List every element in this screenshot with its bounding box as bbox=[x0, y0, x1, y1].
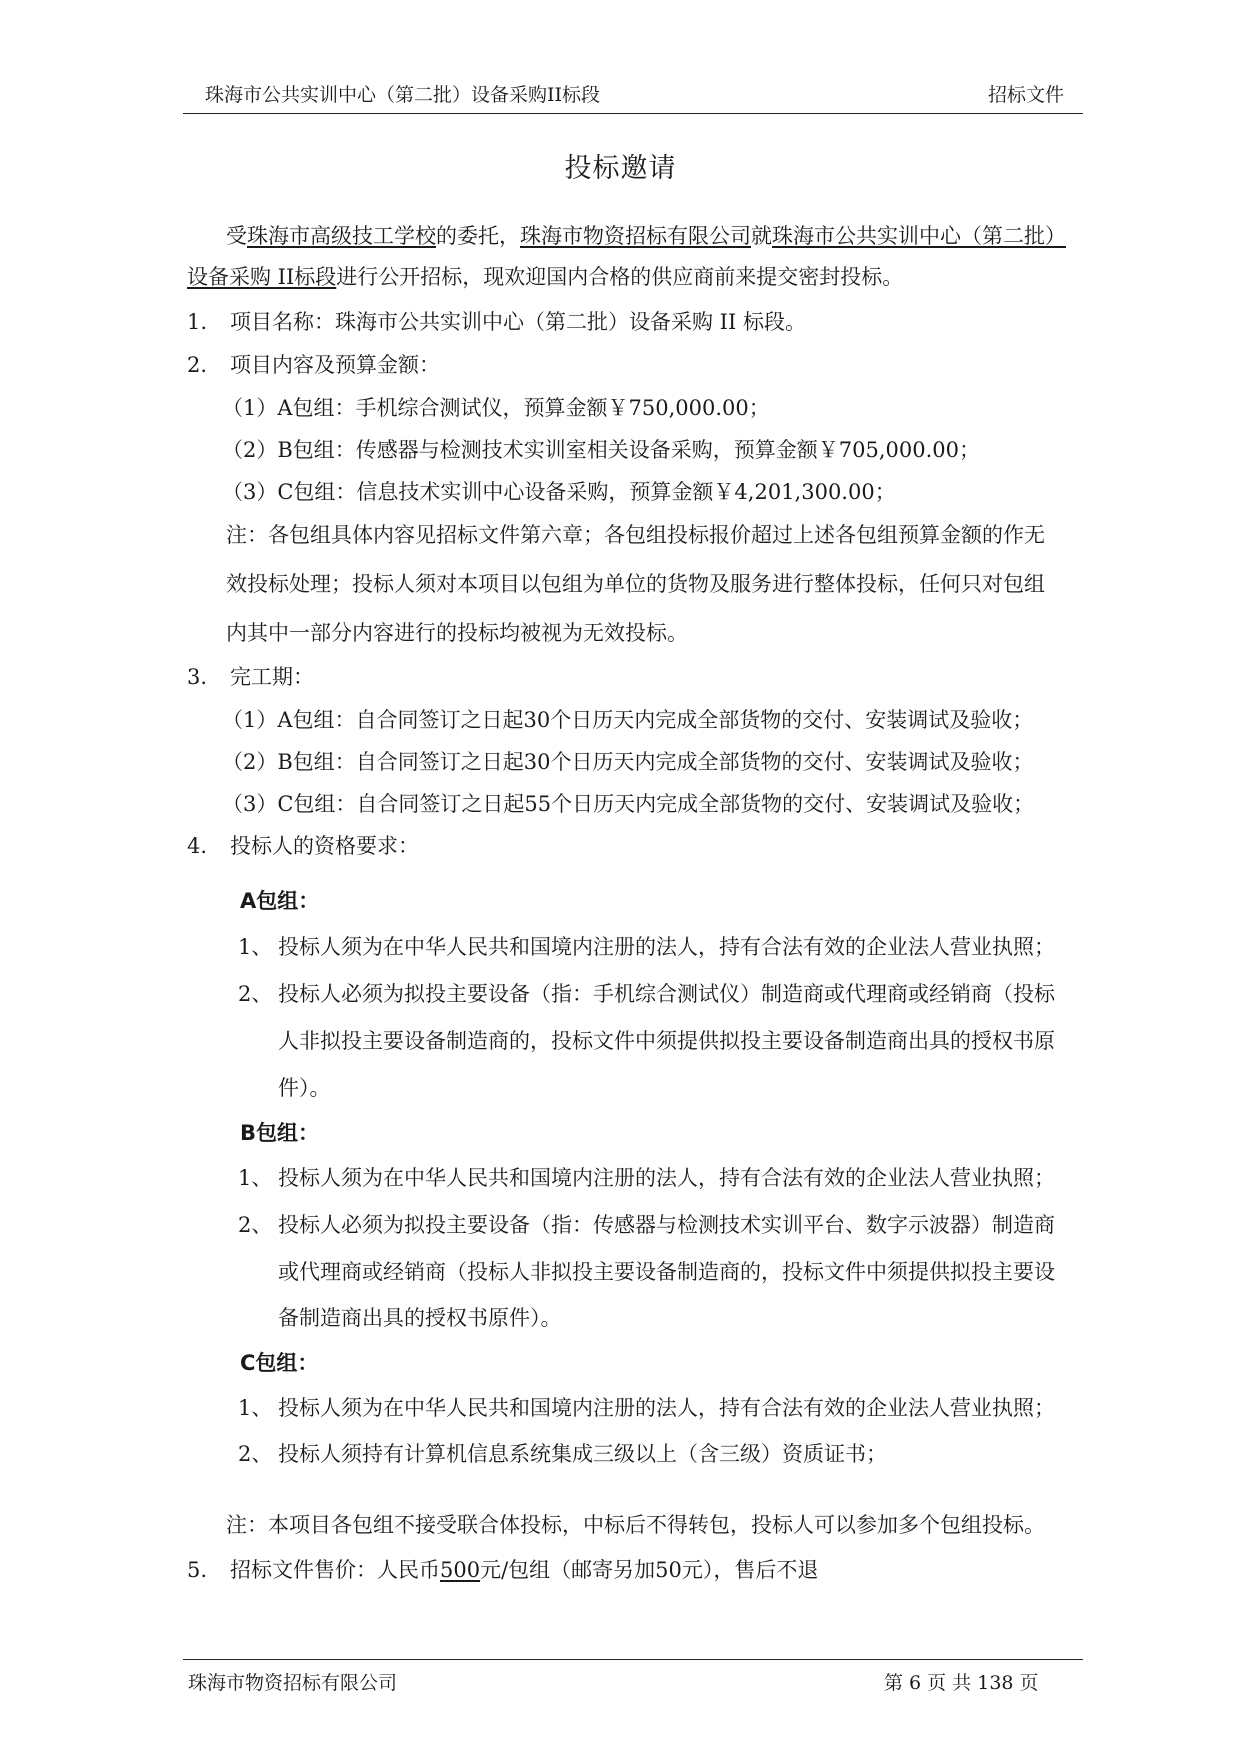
group-a-item-2-line-2: 人非拟投主要设备制造商的，投标文件中须提供拟投主要设备制造商出具的授权书原 bbox=[278, 1029, 1055, 1053]
budget-note-line-3: 内其中一部分内容进行的投标均被视为无效投标。 bbox=[226, 621, 688, 645]
budget-item-c: （3）C包组：信息技术实训中心设备采购，预算金额￥4,201,300.00； bbox=[222, 480, 896, 504]
schedule-item-a: （1）A包组：自合同签订之日起30个日历天内完成全部货物的交付、安装调试及验收； bbox=[222, 708, 1034, 732]
group-a-item-1-number: 1、 bbox=[238, 935, 273, 959]
page-title: 投标邀请 bbox=[564, 153, 677, 184]
group-b-title: B包组： bbox=[240, 1121, 320, 1145]
section-5-text: 招标文件售价：人民币500元/包组（邮寄另加50元），售后不退 bbox=[230, 1558, 819, 1582]
section-5-number: 5. bbox=[187, 1558, 208, 1582]
group-b-item-1-number: 1、 bbox=[238, 1166, 273, 1190]
group-a-item-2-line-3: 件）。 bbox=[278, 1076, 331, 1100]
footer-rule bbox=[183, 1659, 1083, 1660]
budget-item-b: （2）B包组：传感器与检测技术实训室相关设备采购，预算金额￥705,000.00； bbox=[222, 438, 981, 462]
group-a-item-2-number: 2、 bbox=[238, 982, 273, 1006]
section-3-text: 完工期： bbox=[230, 665, 314, 689]
consortium-note: 注：本项目各包组不接受联合体投标，中标后不得转包，投标人可以参加多个包组投标。 bbox=[226, 1513, 1045, 1537]
budget-item-a: （1）A包组：手机综合测试仪，预算金额￥750,000.00； bbox=[222, 396, 770, 420]
header-title: 珠海市公共实训中心（第二批）设备采购II标段 bbox=[205, 84, 601, 106]
intro-line-2: 设备采购 II标段进行公开招标，现欢迎国内合格的供应商前来提交密封投标。 bbox=[187, 265, 904, 289]
section-3-number: 3. bbox=[187, 665, 208, 689]
section-4-text: 投标人的资格要求： bbox=[230, 834, 419, 858]
intro-line-1: 受珠海市高级技工学校的委托，珠海市物资招标有限公司就珠海市公共实训中心（第二批） bbox=[226, 224, 1066, 248]
section-1-text: 项目名称：珠海市公共实训中心（第二批）设备采购 II 标段。 bbox=[230, 310, 806, 334]
group-b-item-1: 投标人须为在中华人民共和国境内注册的法人，持有合法有效的企业法人营业执照； bbox=[278, 1166, 1055, 1190]
footer-company: 珠海市物资招标有限公司 bbox=[188, 1672, 398, 1694]
budget-note-line-2: 效投标处理；投标人须对本项目以包组为单位的货物及服务进行整体投标，任何只对包组 bbox=[226, 572, 1045, 596]
header-doc-type: 招标文件 bbox=[988, 84, 1065, 106]
section-1-number: 1. bbox=[187, 310, 208, 334]
group-a-item-2-line-1: 投标人必须为拟投主要设备（指：手机综合测试仪）制造商或代理商或经销商（投标 bbox=[278, 982, 1055, 1006]
group-c-title: C包组： bbox=[240, 1351, 319, 1375]
group-b-item-2-line-1: 投标人必须为拟投主要设备（指：传感器与检测技术实训平台、数字示波器）制造商 bbox=[278, 1213, 1055, 1237]
section-2-text: 项目内容及预算金额： bbox=[230, 353, 440, 377]
group-b-item-2-number: 2、 bbox=[238, 1213, 273, 1237]
budget-note-line-1: 注：各包组具体内容见招标文件第六章；各包组投标报价超过上述各包组预算金额的作无 bbox=[226, 523, 1045, 547]
page-number: 第 6 页 共 138 页 bbox=[884, 1672, 1039, 1694]
group-b-item-2-line-2: 或代理商或经销商（投标人非拟投主要设备制造商的，投标文件中须提供拟投主要设 bbox=[278, 1260, 1055, 1284]
schedule-item-b: （2）B包组：自合同签订之日起30个日历天内完成全部货物的交付、安装调试及验收； bbox=[222, 750, 1034, 774]
header-rule bbox=[183, 113, 1083, 114]
section-4-number: 4. bbox=[187, 834, 208, 858]
group-c-item-2-number: 2、 bbox=[238, 1442, 273, 1466]
group-c-item-1-number: 1、 bbox=[238, 1396, 273, 1420]
group-c-item-1: 投标人须为在中华人民共和国境内注册的法人，持有合法有效的企业法人营业执照； bbox=[278, 1396, 1055, 1420]
group-b-item-2-line-3: 备制造商出具的授权书原件）。 bbox=[278, 1306, 562, 1330]
group-a-item-1: 投标人须为在中华人民共和国境内注册的法人，持有合法有效的企业法人营业执照； bbox=[278, 935, 1055, 959]
document-price: 500 bbox=[440, 1558, 481, 1582]
schedule-item-c: （3）C包组：自合同签订之日起55个日历天内完成全部货物的交付、安装调试及验收； bbox=[222, 792, 1035, 816]
group-a-title: A包组： bbox=[240, 889, 320, 913]
section-2-number: 2. bbox=[187, 353, 208, 377]
group-c-item-2: 投标人须持有计算机信息系统集成三级以上（含三级）资质证书； bbox=[278, 1442, 887, 1466]
